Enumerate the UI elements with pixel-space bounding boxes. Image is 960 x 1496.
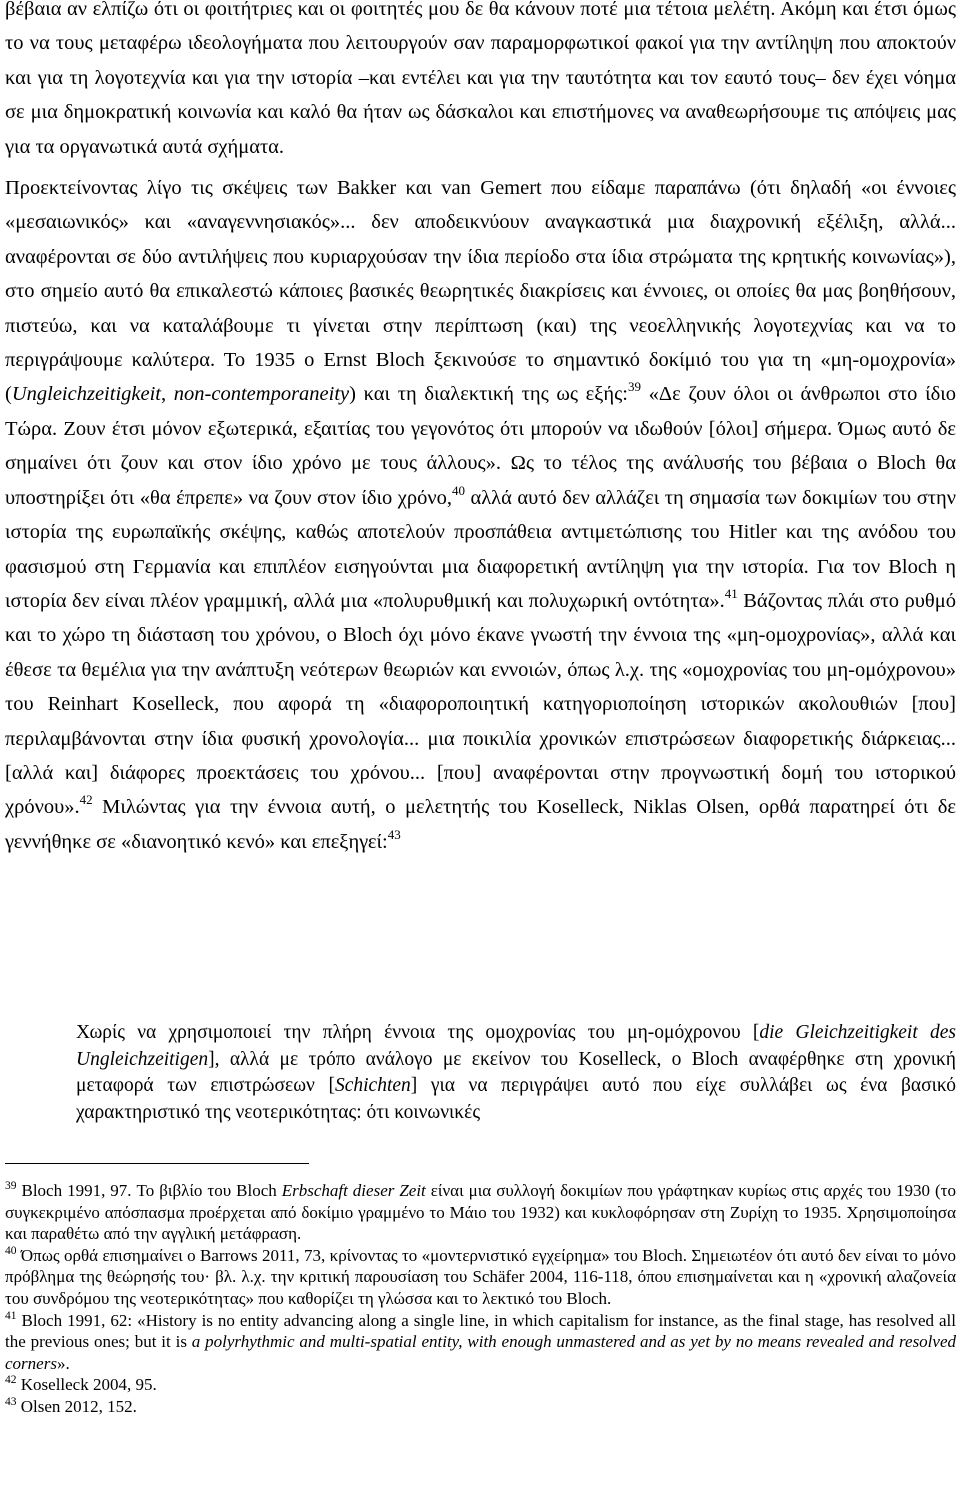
footnote-41 (5, 1310, 956, 1375)
footnote-text: ». (56, 1353, 70, 1373)
paragraph-2-text: Μιλώντας για την έννοια αυτή, ο μελετητής του Koselleck, Niklas Olsen, ορθά παρατηρεί ότι δε γεννήθηκε σε «διανοητικό κενό» και επεξηγεί: (5, 796, 956, 853)
footnote-39 (5, 1180, 956, 1245)
paragraph-1-text: βέβαια αν ελπίζω ότι οι φοιτήτριες και οι φοιτητές μου δε θα κάνουν ποτέ μια τέτοια μελέτη. Ακόμη και έτσι όμως το να τους μεταφέρω ιδεολογήματα που λειτουργούν σαν παραμορφωτικοί φακοί για την αντίληψη που αποκτούν και για τη λογοτεχνία και για την ιστορία –και εντέλει και για την ταυτότητα και τον εαυτό τους– δεν έχει νόημα σε μια δημοκρατική κοινωνία και καλό θα ήταν ως δάσκαλοι και επιστήμονες να αναθεωρήσουμε τις απόψεις μας για τα οργανωτικά αυτά σχήματα. (5, 0, 956, 158)
footnote-text: Olsen 2012, 152. (16, 1396, 137, 1416)
paragraph-1 (5, 0, 956, 164)
footnote-ref-41[interactable]: 41 (724, 585, 738, 601)
footnote-number: 41 (5, 1309, 17, 1322)
separator: , (160, 383, 174, 406)
footnote-text: Bloch 1991, 62: «History is no entity advancing along a single line, in which capitalism for instance, as the final stage, has resolved all the previous ones; but it is (5, 1310, 956, 1352)
footnote-42 (5, 1374, 956, 1396)
footnote-ref-39[interactable]: 39 (627, 379, 641, 395)
footnote-separator (5, 1163, 309, 1164)
quote-term: die Gleichzeitigkeit des Ungleichzeitigen (76, 1022, 956, 1070)
footnotes (5, 1180, 956, 1418)
quote-text: ] για να περιγράψει αυτό που είχε συλλάβει ως ένα βασικό χαρακτηριστικό της νεοτερικότητας: ότι κοινωνικές (76, 1075, 956, 1123)
book-title: Erbschaft dieser Zeit (281, 1181, 426, 1200)
footnote-number: 39 (5, 1180, 17, 1192)
footnote-number: 40 (5, 1244, 17, 1257)
block-quote (76, 1020, 956, 1126)
footnote-italic: a polyrhythmic and multi-spatial entity, with enough unmastered and as yet by no means revealed and resolved corners (5, 1332, 956, 1373)
body-text (5, 0, 956, 859)
quote-text: ], αλλά με τρόπο ανάλογο με εκείνον του Koselleck, ο Bloch αναφέρθηκε στη χρονική μεταφορά των επιστρώσεων [ (76, 1048, 956, 1096)
footnote-number: 42 (5, 1374, 17, 1387)
quote-term-schichten: Schichten (334, 1075, 411, 1096)
paragraph-2-text: ) και τη διαλεκτική της ως εξής: (349, 383, 628, 406)
paragraph-2-text: αλλά αυτό δεν αλλάζει τη σημασία των δοκιμίων του στην ιστορία της ευρωπαϊκής σκέψης, καθώς αποτελούν προσπάθεια αντιμετώπισης του Hitler και της ανόδου του φασισμού στη Γερμανία και επιπλέον εισηγούνται μια διαφορετική αντίληψη για την ιστορία. Για τον Bloch η ιστορία δεν είναι πλέον γραμμική, αλλά μια «πολυρυθμική και πολυχωρική οντότητα». (5, 486, 956, 612)
footnote-text: είναι μια συλλογή δοκιμίων που γράφτηκαν κυρίως στις αρχές του 1930 (το συγκεκριμένο απόσπασμα προέρχεται από δοκίμιο γραμμένο το Μάιο του 1932) και κυκλοφόρησαν στη Ζυρίχη το 1935. Χρησιμοποίησα και παραθέτω από την αγγλική μετάφραση. (5, 1181, 956, 1244)
paragraph-2-text: Βάζοντας πλάι στο ρυθμό και το χώρο τη διάσταση του χρόνου, ο Bloch όχι μόνο έκανε γνωστή την έννοια της «μη-ομοχρονίας», αλλά και έθεσε τα θεμέλια για την ανάπτυξη νεότερων θεωριών και εννοιών, όπως λ.χ. της «ομοχρονίας του μη-ομόχρονου» του Reinhart Koselleck, που αφορά τη «διαφοροποιητική κατηγοριοποίηση ιστορικών ακολουθιών [που] περιλαμβάνονται στην ίδια φυσική χρονολογία... μια ποικιλία χρονικών επιστρώσεων διαφορετικής διάρκειας... [αλλά και] διάφορες προεκτάσεις του χρόνου... [που] αναφέρονται στην προγνωστική δομή του ιστορικού χρόνου». (5, 589, 956, 819)
footnote-text: Όπως ορθά επισημαίνει ο Barrows 2011, 73, κρίνοντας το «μοντερνιστικό εγχείρημα» του Bloch. Σημειωτέον ότι αυτό δεν είναι το μόνο πρόβλημα της θεώρησής του· βλ. λ.χ. την κριτική παρουσίαση του Schäfer 2004, 116-118, όπου επισημαίνεται και η «χρονική αλαζονεία του συνδρόμου της νεοτερικότητας» που καθορίζει τη γλώσσα και το λεκτικό του Bloch. (5, 1245, 956, 1308)
quote-text: Χωρίς να χρησιμοποιεί την πλήρη έννοια της ομοχρονίας του μη-ομόχρονου [ (76, 1022, 760, 1043)
footnote-number: 43 (5, 1395, 17, 1408)
footnote-ref-40[interactable]: 40 (452, 482, 465, 498)
term-ungleichzeitigkeit: Ungleichzeitigkeit (11, 383, 161, 406)
footnote-43 (5, 1396, 956, 1418)
paragraph-2 (5, 171, 956, 859)
paragraph-2-text: Προεκτείνοντας λίγο τις σκέψεις των Bakker και van Gemert που είδαμε παραπάνω (ότι δηλαδή «οι έννοιες «μεσαιωνικός» και «αναγεννησιακός»... δεν αποδεικνύουν αναγκαστικά μια διαχρονική εξέλιξη, αλλά... αναφέρονται σε δύο αντιλήψεις που κυριαρχούσαν την ίδια περίοδο στα ίδια στρώματα της κρητικής κοινωνίας»), στο σημείο αυτό θα επικαλεστώ κάποιες βασικές θεωρητικές διακρίσεις και έννοιες, οι οποίες θα μας βοηθήσουν, πιστεύω, και να καταλάβουμε τι γίνεται στην περίπτωση (και) της νεοελληνικής λογοτεχνίας και να το περιγράψουμε καλύτερα. Το 1935 ο Ernst Bloch ξεκινούσε το σημαντικό δοκίμιό του για τη «μη-ομοχρονία» ( (5, 177, 956, 406)
footnote-text: Bloch 1991, 97. Το βιβλίο του Bloch (16, 1181, 282, 1200)
footnote-text: Koselleck 2004, 95. (16, 1375, 157, 1395)
term-non-contemporaneity: non-contemporaneity (173, 383, 350, 406)
footnote-ref-43[interactable]: 43 (387, 826, 401, 842)
footnote-ref-42[interactable]: 42 (79, 792, 93, 808)
footnote-40 (5, 1245, 956, 1310)
paragraph-2-text: «Δε ζουν όλοι οι άνθρωποι στο ίδιο Τώρα. Ζουν έτσι μόνον εξωτερικά, εξαιτίας του γεγονότος ότι μπορούν να ιδωθούν [όλοι] σήμερα. Όμως αυτό δε σημαίνει ότι ζουν και στον ίδιο χρόνο με τους άλλους». Ως το τέλος της ανάλυσής του βέβαια ο Bloch θα υποστηρίξει ότι «θα έπρεπε» να ζουν στον ίδιο χρόνο, (5, 383, 957, 509)
